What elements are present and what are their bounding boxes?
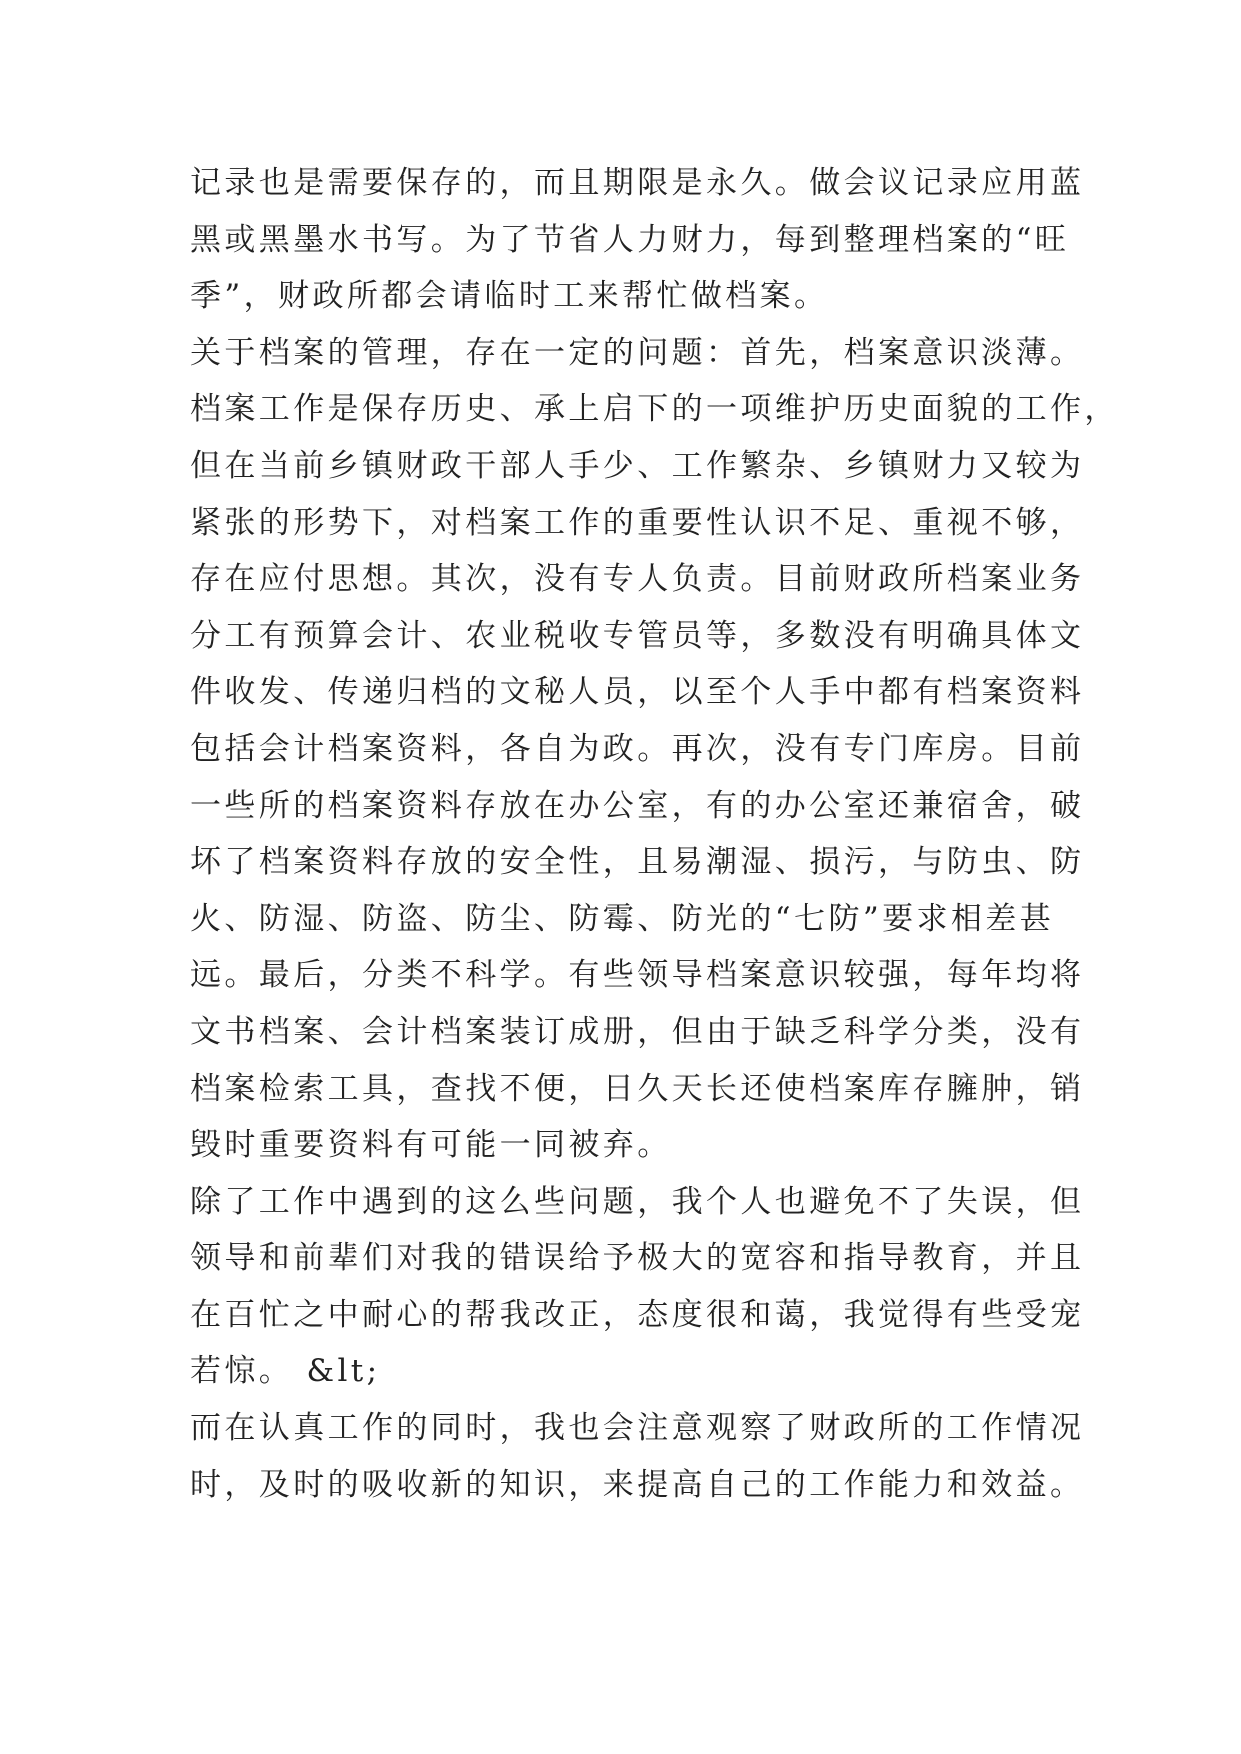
text-line: 件收发、传递归档的文秘人员，以至个人手中都有档案资料 — [190, 674, 1085, 711]
document-body — [190, 155, 1119, 1513]
text-line: 一些所的档案资料存放在办公室，有的办公室还兼宿舍，破 — [190, 787, 1085, 824]
text-line: 关于档案的管理，存在一定的问题：首先，档案意识淡薄。 — [190, 334, 1085, 371]
text-line: 若惊。 &lt; — [190, 1353, 381, 1390]
text-line: 毁时重要资料有可能一同被弃。 — [190, 1127, 672, 1164]
text-line: 包括会计档案资料，各自为政。再次，没有专门库房。目前 — [190, 730, 1085, 767]
text-line: 记录也是需要保存的，而且期限是永久。做会议记录应用蓝 — [190, 165, 1085, 201]
text-line: 而在认真工作的同时，我也会注意观察了财政所的工作情况 — [190, 1410, 1085, 1447]
text-line: 远。最后，分类不科学。有些领导档案意识较强，每年均将 — [190, 957, 1085, 994]
text-line: 分工有预算会计、农业税收专管员等，多数没有明确具体文 — [190, 617, 1085, 654]
text-line: 除了工作中遇到的这么些问题，我个人也避免不了失误，但 — [190, 1183, 1085, 1220]
text-line: 坏了档案资料存放的安全性，且易潮湿、损污，与防虫、防 — [190, 844, 1085, 881]
text-line: 紧张的形势下，对档案工作的重要性认识不足、重视不够， — [190, 504, 1085, 541]
text-line: 档案检索工具，查找不便，日久天长还使档案库存臃肿，销 — [190, 1070, 1085, 1107]
text-line: 但在当前乡镇财政干部人手少、工作繁杂、乡镇财力又较为 — [190, 447, 1085, 484]
text-line: 领导和前辈们对我的错误给予极大的宽容和指导教育，并且 — [190, 1240, 1085, 1277]
text-line: 时，及时的吸收新的知识，来提高自己的工作能力和效益。 — [190, 1466, 1085, 1503]
text-line: 存在应付思想。其次，没有专人负责。目前财政所档案业务 — [190, 561, 1085, 598]
text-line: 火、防湿、防盗、防尘、防霉、防光的“七防”要求相差甚 — [190, 900, 1055, 937]
text-line: 文书档案、会计档案装订成册，但由于缺乏科学分类，没有 — [190, 1013, 1085, 1050]
text-line: 在百忙之中耐心的帮我改正，态度很和蔼，我觉得有些受宠 — [190, 1296, 1085, 1333]
text-line: 季”，财政所都会请临时工来帮忙做档案。 — [190, 278, 829, 315]
text-line: 档案工作是保存历史、承上启下的一项维护历史面貌的工作， — [190, 391, 1119, 428]
text-line: 黑或黑墨水书写。为了节省人力财力，每到整理档案的“旺 — [190, 221, 1070, 258]
